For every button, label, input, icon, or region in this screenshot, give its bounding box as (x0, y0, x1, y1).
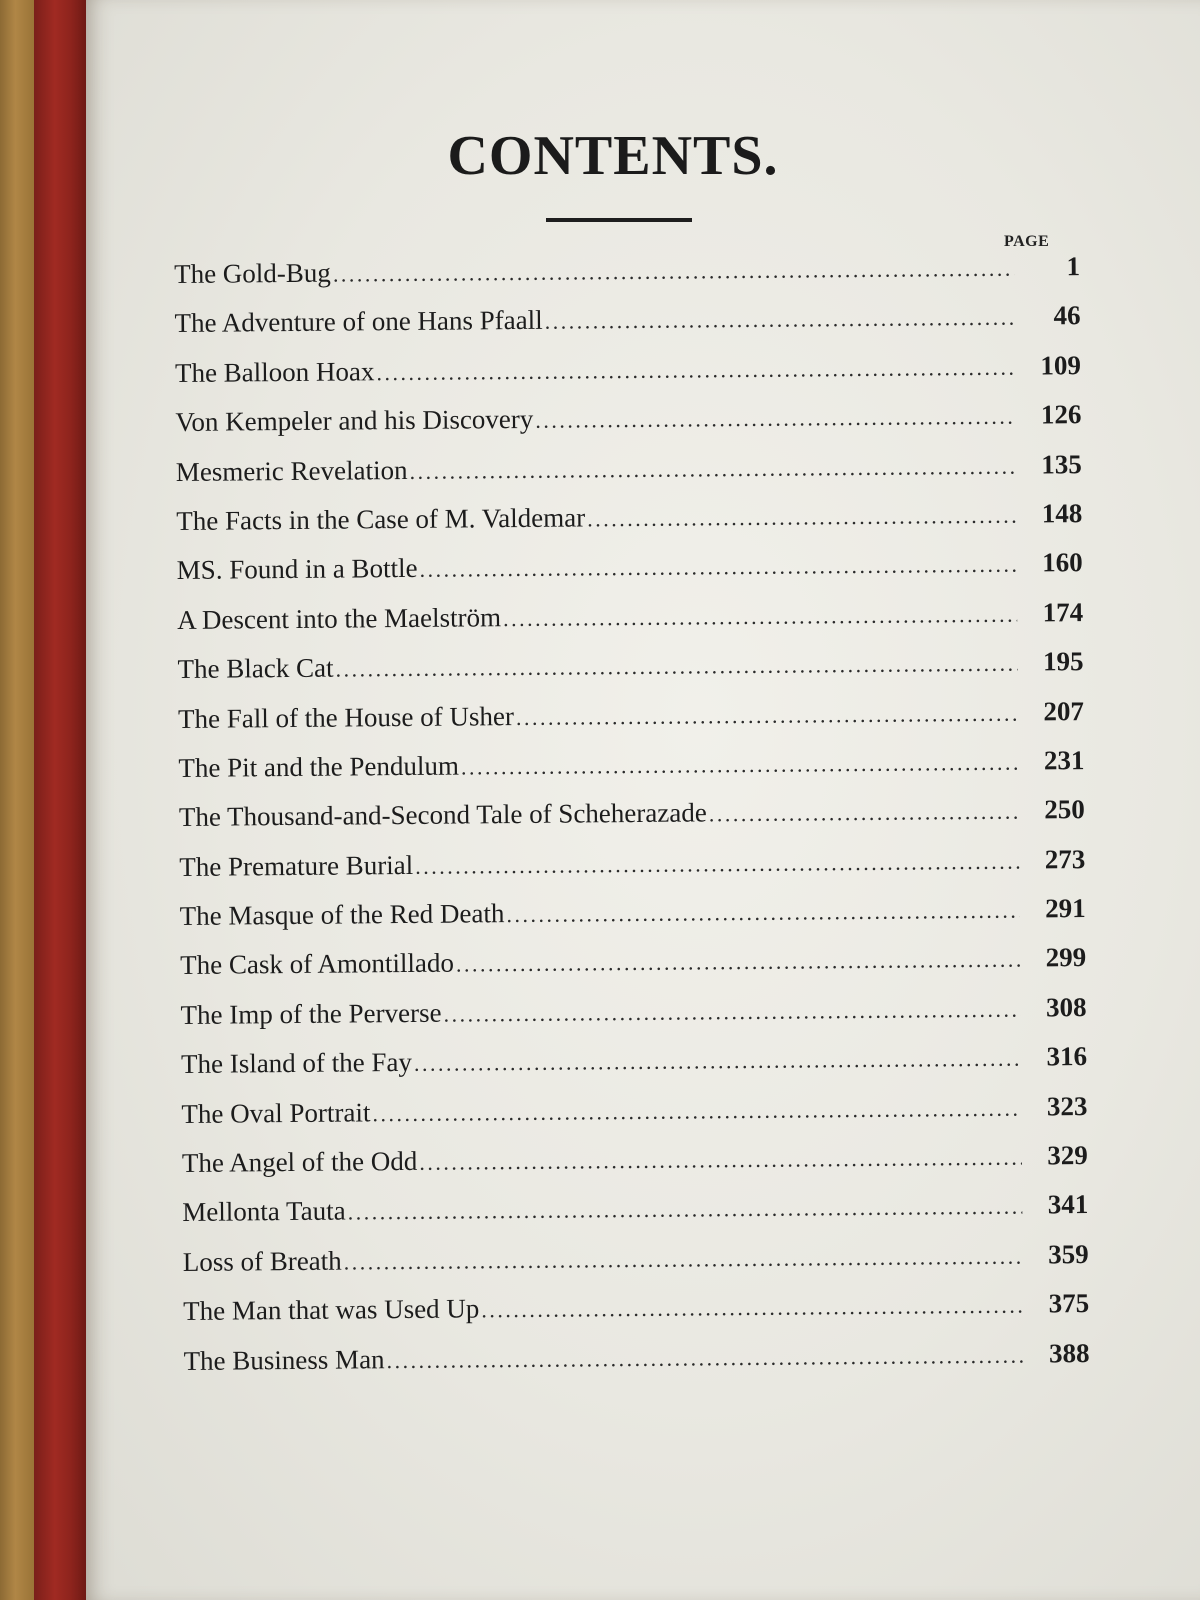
toc-entry (179, 794, 1085, 851)
toc-entry-title: The Adventure of one Hans Pfaall (174, 305, 543, 339)
page-column-label: PAGE (1004, 233, 1050, 250)
toc-entry (177, 547, 1083, 604)
toc-entry-page: 148 (1041, 498, 1083, 529)
toc-entry (182, 1140, 1088, 1197)
toc-entry (180, 893, 1086, 950)
toc-entry-title: The Masque of the Red Death (179, 898, 505, 932)
dot-leader (456, 947, 1020, 978)
toc-entry (183, 1239, 1089, 1296)
toc-entry-title: The Island of the Fay (180, 1047, 413, 1080)
toc-entry (180, 992, 1086, 1049)
toc-entry-title: The Business Man (183, 1343, 385, 1376)
toc-entry-title: The Thousand-and-Second Tale of Scheherazade (178, 797, 707, 833)
table-of-contents (174, 251, 1090, 1395)
toc-entry-page: 160 (1042, 547, 1083, 578)
toc-entry (178, 696, 1084, 753)
toc-entry-page: 388 (1048, 1337, 1090, 1368)
book-cover-edge (0, 0, 34, 1600)
toc-entry-title: The Premature Burial (179, 849, 414, 882)
toc-entry-page: 316 (1046, 1041, 1088, 1072)
toc-entry (176, 498, 1082, 555)
dot-leader (709, 799, 1019, 828)
dot-leader (344, 1243, 1023, 1275)
toc-entry-page: 109 (1040, 349, 1082, 381)
toc-entry-title: Loss of Breath (182, 1245, 342, 1277)
dot-leader (461, 750, 1019, 781)
dot-leader (415, 848, 1019, 879)
dot-leader (372, 1095, 1021, 1127)
dot-leader (506, 898, 1020, 928)
dot-leader (535, 404, 1015, 434)
dot-leader (443, 997, 1020, 1028)
toc-entry (176, 449, 1082, 506)
toc-entry-title: The Black Cat (177, 652, 334, 685)
dot-leader (333, 256, 1014, 288)
toc-entry-title: The Balloon Hoax (174, 356, 375, 388)
toc-entry-title: The Gold-Bug (174, 257, 331, 289)
toc-entry-title: Mellonta Tauta (182, 1195, 346, 1228)
toc-entry (183, 1288, 1089, 1345)
toc-entry-page: 231 (1043, 744, 1085, 776)
toc-entry-title: The Man that was Used Up (183, 1293, 480, 1327)
dot-leader (587, 503, 1016, 533)
heading-rule (546, 218, 692, 222)
dot-leader (386, 1342, 1023, 1374)
toc-entry-title: The Pit and the Pendulum (178, 750, 460, 783)
toc-entry-title: A Descent into the Maelström (177, 601, 502, 635)
toc-entry (181, 1041, 1087, 1098)
toc-entry-page: 329 (1047, 1140, 1088, 1171)
toc-entry-page: 341 (1047, 1189, 1089, 1220)
toc-entry (182, 1189, 1088, 1246)
toc-entry (174, 300, 1080, 357)
toc-entry (179, 844, 1085, 901)
toc-entry (175, 399, 1081, 456)
toc-entry (181, 1091, 1087, 1148)
dot-leader (335, 651, 1017, 683)
dot-leader (419, 1145, 1022, 1176)
toc-entry-page: 126 (1040, 399, 1082, 430)
toc-entry-page: 273 (1044, 843, 1086, 875)
toc-entry (174, 251, 1080, 308)
contents-heading: CONTENTS. (447, 125, 779, 187)
toc-entry-title: Von Kempeler and his Discovery (175, 404, 534, 438)
toc-entry-page: 375 (1048, 1288, 1090, 1319)
dot-leader (414, 1046, 1021, 1077)
dot-leader (376, 354, 1015, 386)
dot-leader (503, 601, 1017, 631)
toc-entry (177, 646, 1083, 703)
toc-entry-title: The Angel of the Odd (181, 1145, 418, 1178)
toc-entry-page: 135 (1041, 448, 1082, 480)
toc-entry-page: 207 (1043, 695, 1085, 726)
toc-entry (180, 943, 1086, 1000)
dot-leader (545, 305, 1015, 335)
toc-entry-title: The Oval Portrait (181, 1096, 371, 1129)
toc-entry-title: The Imp of the Perverse (180, 997, 442, 1030)
toc-entry (178, 745, 1084, 802)
toc-entry-title: The Cask of Amontillado (180, 948, 455, 981)
toc-entry-page: 46 (1053, 300, 1081, 331)
toc-entry-page: 308 (1045, 991, 1087, 1023)
toc-entry-page: 291 (1045, 893, 1086, 924)
dot-leader (516, 700, 1018, 730)
toc-entry-title: The Fall of the House of Usher (177, 700, 515, 734)
dot-leader (481, 1293, 1023, 1324)
toc-entry-page: 195 (1042, 646, 1084, 677)
toc-entry-title: Mesmeric Revelation (175, 454, 408, 487)
toc-entry-title: The Facts in the Case of M. Valdemar (176, 502, 586, 536)
toc-entry-page: 299 (1045, 942, 1087, 973)
dot-leader (419, 552, 1016, 583)
toc-entry-page: 1 (1066, 251, 1081, 282)
dot-leader (348, 1194, 1023, 1226)
toc-entry-page: 174 (1042, 596, 1084, 628)
toc-entry-page: 250 (1044, 794, 1085, 825)
toc-entry-title: MS. Found in a Bottle (176, 553, 418, 586)
toc-entry (177, 597, 1083, 654)
toc-entry (183, 1338, 1089, 1395)
toc-entry-page: 323 (1046, 1090, 1088, 1122)
toc-entry (175, 350, 1081, 407)
toc-entry-page: 359 (1048, 1238, 1089, 1270)
dot-leader (409, 453, 1016, 484)
book-spine (34, 0, 86, 1600)
